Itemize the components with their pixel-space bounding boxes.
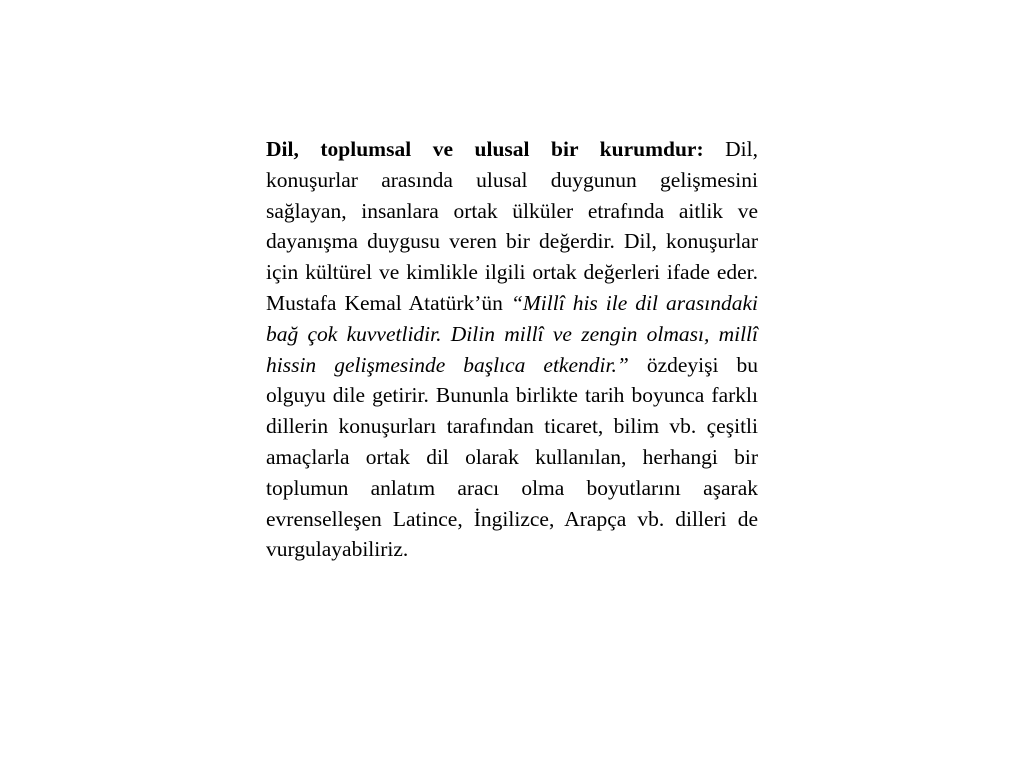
body-paragraph [266,134,758,565]
ataturk-quote: “Millî his ile dil arasındaki bağ çok kuvvetlidir. Dilin millî ve zengin olması, millî hissin gelişmesinde başlıca etkendir.” [266,290,758,377]
paragraph-heading: Dil, toplumsal ve ulusal bir kurumdur: [266,137,704,161]
paragraph-intro: Dil, konuşurlar arasında ulusal duygunun gelişmesini sağlayan, insanlara ortak ülküler etrafında aitlik ve dayanışma duygusu veren bir değerdir. Dil, konuşurlar için kültürel ve kimlikle ilgili ortak değerleri ifade eder. Mustafa Kemal Atatürk’ün [266,137,758,315]
paragraph-outro: özdeyişi bu olguyu dile getirir. Bununla birlikte tarih boyunca farklı dillerin konuşurları tarafından ticaret, bilim vb. çeşitli amaçlarla ortak dil olarak kullanılan, herhangi bir toplumun anlatım aracı olma boyutlarını aşarak evrenselleşen Latince, İngilizce, Arapça vb. dilleri de vurgulayabiliriz. [266,352,758,562]
